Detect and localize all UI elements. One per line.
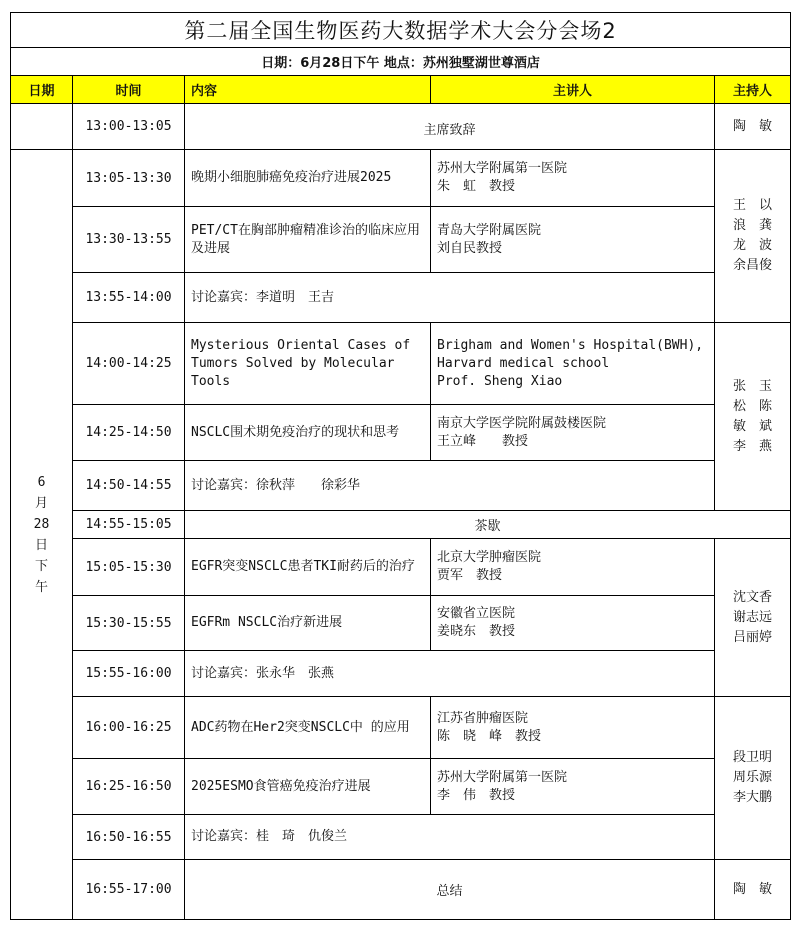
speaker-cell: 苏州大学附属第一医院 李 伟 教授 (431, 759, 715, 815)
header-date: 日期 (11, 76, 73, 104)
page-title: 第二届全国生物医药大数据学术大会分会场2 (11, 13, 791, 48)
time-cell: 16:55-17:00 (73, 860, 185, 920)
table-row (11, 405, 791, 461)
speaker-cell: 江苏省肿瘤医院 陈 晓 峰 教授 (431, 697, 715, 759)
table-row (11, 104, 791, 150)
table-row (11, 461, 791, 511)
discussion-guests: 讨论嘉宾：李道明 王吉 (185, 273, 715, 323)
session-content: EGFRm NSCLC治疗新进展 (185, 596, 431, 651)
session-content: 主席致辞 (185, 104, 715, 150)
time-cell: 16:00-16:25 (73, 697, 185, 759)
time-cell: 13:05-13:30 (73, 150, 185, 207)
speaker-cell: Brigham and Women's Hospital(BWH), Harvard medical school Prof. Sheng Xiao (431, 323, 715, 405)
time-cell: 16:25-16:50 (73, 759, 185, 815)
speaker-cell: 南京大学医学院附属鼓楼医院 王立峰 教授 (431, 405, 715, 461)
table-row (11, 323, 791, 405)
time-cell: 16:50-16:55 (73, 815, 185, 860)
date-venue-info: 日期：6月28日下午 地点：苏州独墅湖世尊酒店 (11, 48, 791, 76)
host-cell: 陶 敏 (715, 860, 791, 920)
table-row (11, 150, 791, 207)
session-content: 晚期小细胞肺癌免疫治疗进展2025 (185, 150, 431, 207)
time-cell: 13:55-14:00 (73, 273, 185, 323)
header-time: 时间 (73, 76, 185, 104)
speaker-cell: 北京大学肿瘤医院 贾军 教授 (431, 539, 715, 596)
session-content: EGFR突变NSCLC患者TKI耐药后的治疗 (185, 539, 431, 596)
table-row (11, 207, 791, 273)
host-cell: 段卫明 周乐源 李大鹏 (715, 697, 791, 860)
speaker-cell: 青岛大学附属医院 刘自民教授 (431, 207, 715, 273)
session-content: NSCLC围术期免疫治疗的现状和思考 (185, 405, 431, 461)
schedule-table (10, 12, 791, 920)
time-cell: 14:55-15:05 (73, 511, 185, 539)
speaker-cell: 苏州大学附属第一医院 朱 虹 教授 (431, 150, 715, 207)
discussion-guests: 讨论嘉宾：桂 琦 仇俊兰 (185, 815, 715, 860)
time-cell: 13:00-13:05 (73, 104, 185, 150)
table-row (11, 511, 791, 539)
table-row (11, 815, 791, 860)
time-cell: 14:00-14:25 (73, 323, 185, 405)
header-host: 主持人 (715, 76, 791, 104)
time-cell: 14:25-14:50 (73, 405, 185, 461)
header-row (11, 76, 791, 104)
host-cell: 陶 敏 (715, 104, 791, 150)
table-row (11, 759, 791, 815)
table-row (11, 651, 791, 697)
table-row (11, 596, 791, 651)
table-row (11, 860, 791, 920)
date-cell-empty (11, 104, 73, 150)
discussion-guests: 讨论嘉宾：徐秋萍 徐彩华 (185, 461, 715, 511)
host-cell: 沈文香 谢志远 吕丽婷 (715, 539, 791, 697)
date-cell: 6 月 28 日 下 午 (11, 150, 73, 920)
session-content: ADC药物在Her2突变NSCLC中 的应用 (185, 697, 431, 759)
time-cell: 15:30-15:55 (73, 596, 185, 651)
session-content: PET/CT在胸部肿瘤精准诊治的临床应用及进展 (185, 207, 431, 273)
time-cell: 13:30-13:55 (73, 207, 185, 273)
table-row (11, 539, 791, 596)
table-row (11, 273, 791, 323)
host-cell: 王 以 浪 龚 龙 波 余昌俊 (715, 150, 791, 323)
tea-break: 茶歇 (185, 511, 791, 539)
session-content: Mysterious Oriental Cases of Tumors Solved by Molecular Tools (185, 323, 431, 405)
session-content: 总结 (185, 860, 715, 920)
header-content: 内容 (185, 76, 431, 104)
time-cell: 15:55-16:00 (73, 651, 185, 697)
time-cell: 15:05-15:30 (73, 539, 185, 596)
session-content: 2025ESMO食管癌免疫治疗进展 (185, 759, 431, 815)
host-cell: 张 玉 松 陈 敏 斌 李 燕 (715, 323, 791, 511)
header-speaker: 主讲人 (431, 76, 715, 104)
speaker-cell: 安徽省立医院 姜晓东 教授 (431, 596, 715, 651)
discussion-guests: 讨论嘉宾：张永华 张燕 (185, 651, 715, 697)
table-row (11, 697, 791, 759)
time-cell: 14:50-14:55 (73, 461, 185, 511)
